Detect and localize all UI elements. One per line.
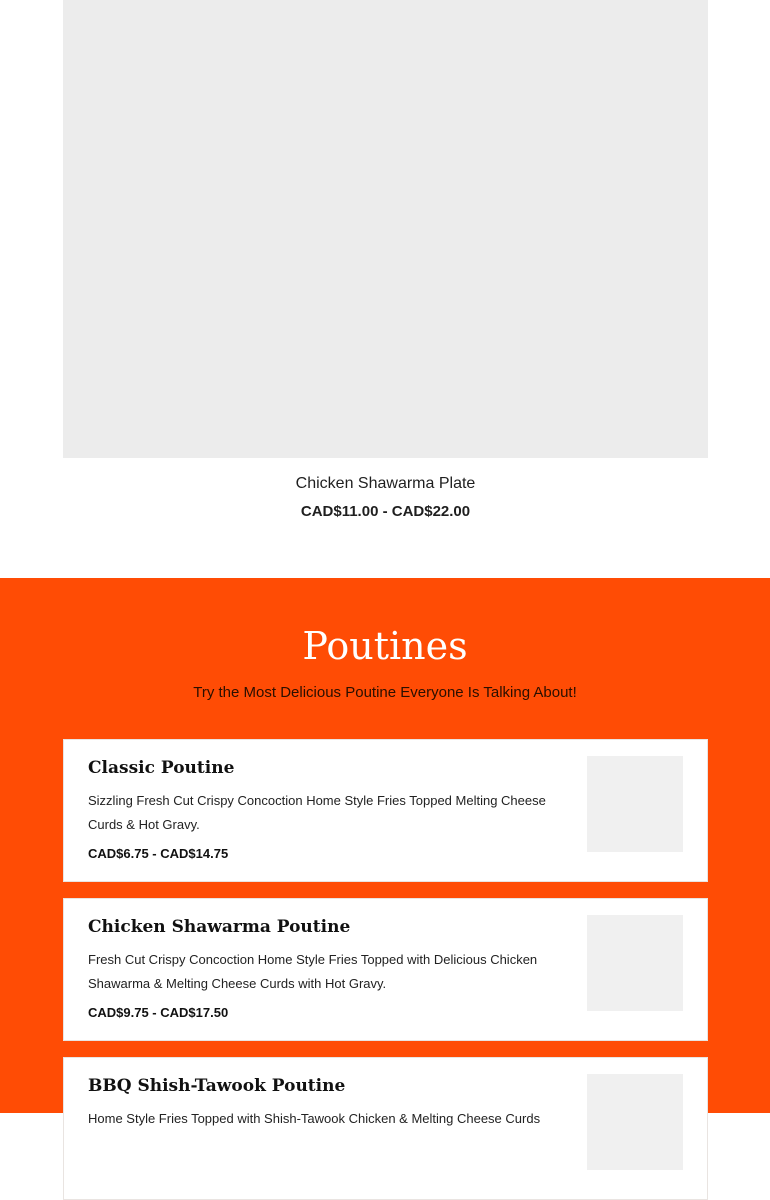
menu-item-image[interactable] bbox=[587, 756, 683, 852]
featured-item[interactable] bbox=[0, 0, 770, 578]
menu-item-card[interactable] bbox=[63, 1057, 708, 1200]
menu-item-price: CAD$6.75 - CAD$14.75 bbox=[88, 846, 229, 861]
menu-item-name[interactable]: BBQ Shish-Tawook Poutine bbox=[88, 1076, 346, 1096]
menu-item-image[interactable] bbox=[587, 915, 683, 1011]
menu-item-description: Fresh Cut Crispy Concoction Home Style Fries Topped with Delicious Chicken Shawarma & Melting Cheese Curds with Hot Gravy. bbox=[88, 952, 538, 991]
featured-item-image[interactable] bbox=[63, 0, 708, 458]
menu-item-price: CAD$9.75 - CAD$17.50 bbox=[88, 1005, 229, 1020]
featured-item-name[interactable]: Chicken Shawarma Plate bbox=[295, 475, 476, 492]
section-title: Poutines bbox=[302, 624, 468, 668]
menu-item-card[interactable] bbox=[63, 898, 708, 1041]
section-subtitle: Try the Most Delicious Poutine Everyone Is Talking About! bbox=[193, 684, 577, 701]
menu-item-description: Sizzling Fresh Cut Crispy Concoction Home Style Fries Topped Melting Cheese Curds & Hot Gravy. bbox=[88, 793, 546, 832]
poutines-section bbox=[0, 578, 770, 1126]
menu-item-name[interactable]: Chicken Shawarma Poutine bbox=[88, 917, 351, 937]
featured-item-price: CAD$11.00 - CAD$22.00 bbox=[300, 503, 471, 520]
menu-item-image[interactable] bbox=[587, 1074, 683, 1170]
menu-item-description: Home Style Fries Topped with Shish-Tawook Chicken & Melting Cheese Curds bbox=[88, 1111, 541, 1126]
menu-item-card[interactable] bbox=[63, 739, 708, 882]
menu-item-name[interactable]: Classic Poutine bbox=[88, 758, 235, 778]
